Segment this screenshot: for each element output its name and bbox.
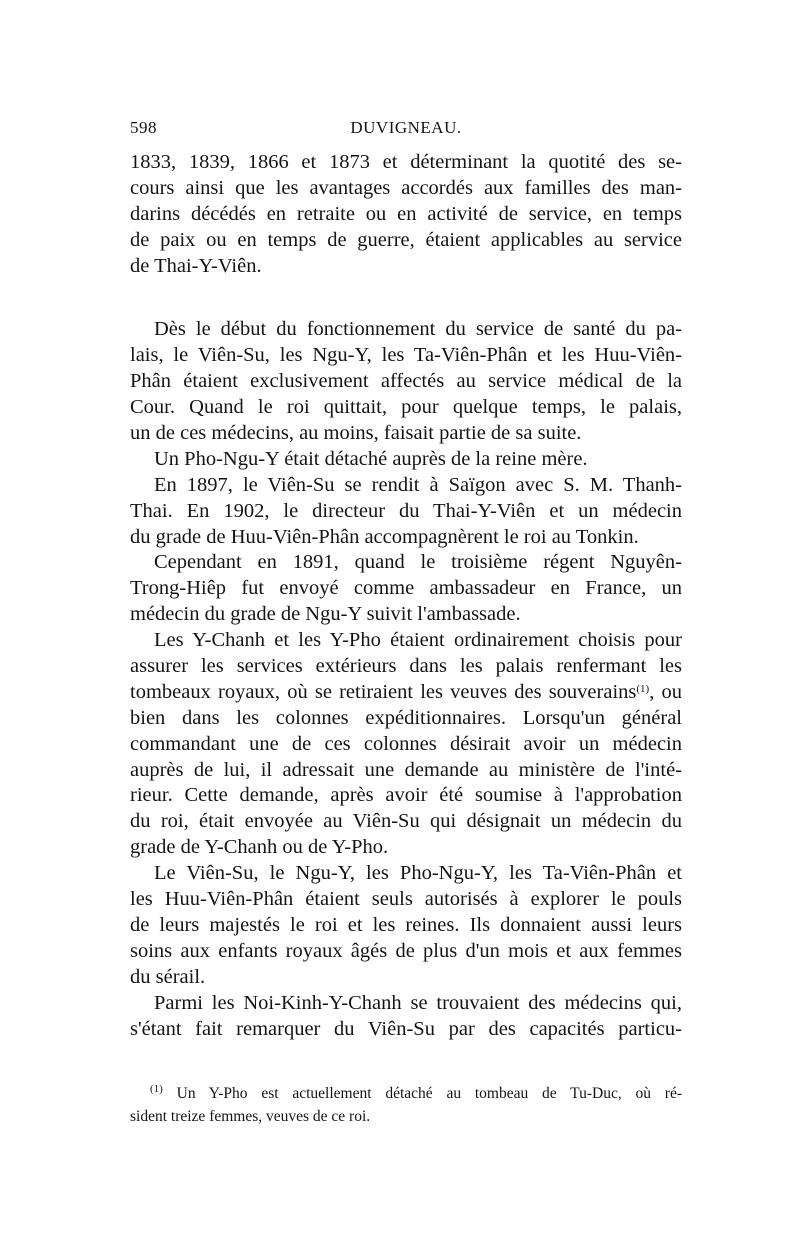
text-span: , ou xyxy=(649,680,682,703)
text-line: du sérail. xyxy=(130,965,206,988)
text-line: de leurs majestés le roi et les reines. Ils donnaient aussi leurs xyxy=(130,913,682,936)
paragraph xyxy=(130,991,682,1043)
footnotes xyxy=(130,1082,682,1128)
text-line: Thai. En 1902, le directeur du Thai-Y-Viên et un médecin xyxy=(130,499,682,522)
text-line: bien dans les colonnes expéditionnaires. Lorsqu'un général xyxy=(130,706,682,729)
text-line: Le Viên-Su, le Ngu-Y, les Pho-Ngu-Y, les Ta-Viên-Phân et xyxy=(154,862,682,885)
text-line: médecin du grade de Ngu-Y suivit l'ambassade. xyxy=(130,603,521,626)
text-line: de Thai-Y-Viên. xyxy=(130,254,262,277)
paragraph xyxy=(130,317,682,446)
paragraph xyxy=(130,628,682,861)
text-line: les Huu-Viên-Phân étaient seuls autorisés à explorer le pouls xyxy=(130,888,682,911)
footnote-line xyxy=(130,1082,682,1105)
text-line: Dès le début du fonctionnement du service de santé du pa- xyxy=(154,318,682,341)
text-line: rieur. Cette demande, après avoir été soumise à l'approbation xyxy=(130,784,682,807)
paragraph xyxy=(130,861,682,990)
text-line: de paix ou en temps de guerre, étaient applicables au service xyxy=(130,228,682,251)
text-line: darins décédés en retraite ou en activité de service, en temps xyxy=(130,202,682,225)
text-line: En 1897, le Viên-Su se rendit à Saïgon avec S. M. Thanh- xyxy=(154,473,682,496)
text-line: Phân étaient exclusivement affectés au service médical de la xyxy=(130,370,682,393)
section-gap xyxy=(130,279,682,317)
text-line: Cependant en 1891, quand le troisième régent Nguyên- xyxy=(154,551,682,574)
text-line: Un Pho-Ngu-Y était détaché auprès de la reine mère. xyxy=(154,447,588,470)
text-line: soins aux enfants royaux âgés de plus d'un mois et aux femmes xyxy=(130,939,682,962)
body-text xyxy=(130,150,682,1042)
text-line: Cour. Quand le roi quittait, pour quelque temps, le palais, xyxy=(130,396,682,419)
text-line: Les Y-Chanh et les Y-Pho étaient ordinairement choisis pour xyxy=(154,629,682,652)
footnote-line: sident treize femmes, veuves de ce roi. xyxy=(130,1108,371,1125)
text-line: 1833, 1839, 1866 et 1873 et déterminant la quotité des se- xyxy=(130,151,682,173)
text-line: un de ces médecins, au moins, faisait partie de sa suite. xyxy=(130,422,582,445)
text-span: tombeaux royaux, où se retiraient les veuves des souverains xyxy=(130,680,637,703)
text-line: Trong-Hiêp fut envoyé comme ambassadeur en France, un xyxy=(130,577,682,600)
footnote-text: Un Y-Pho est actuellement détaché au tombeau de Tu-Duc, où ré- xyxy=(162,1085,682,1102)
text-line: Parmi les Noi-Kinh-Y-Chanh se trouvaient des médecins qui, xyxy=(154,991,682,1014)
paragraph xyxy=(130,150,682,279)
text-line: lais, le Viên-Su, les Ngu-Y, les Ta-Viên-Phân et les Huu-Viên- xyxy=(130,344,682,367)
text-line: grade de Y-Chanh ou de Y-Pho. xyxy=(130,836,389,859)
text-line: assurer les services extérieurs dans les palais renfermant les xyxy=(130,655,682,678)
text-line: s'étant fait remarquer du Viên-Su par des capacités particu- xyxy=(130,1017,682,1040)
paragraph xyxy=(130,550,682,628)
text-line: du roi, était envoyée au Viên-Su qui désignait un médecin du xyxy=(130,810,682,833)
text-line: auprès de lui, il adressait une demande au ministère de l'inté- xyxy=(130,758,682,781)
footnote-reference[interactable]: (1) xyxy=(636,682,650,695)
text-line: cours ainsi que les avantages accordés aux familles des man- xyxy=(130,176,682,199)
text-line: commandant une de ces colonnes désirait avoir un médecin xyxy=(130,732,682,755)
footnote-marker: (1) xyxy=(150,1083,163,1095)
paragraph xyxy=(130,447,682,473)
text-line xyxy=(130,680,682,706)
paragraph xyxy=(130,473,682,551)
text-line: du grade de Huu-Viên-Phân accompagnèrent le roi au Tonkin. xyxy=(130,525,639,548)
running-title: DUVIGNEAU. xyxy=(350,118,462,137)
page-number: 598 xyxy=(130,118,157,137)
running-head xyxy=(130,118,682,142)
